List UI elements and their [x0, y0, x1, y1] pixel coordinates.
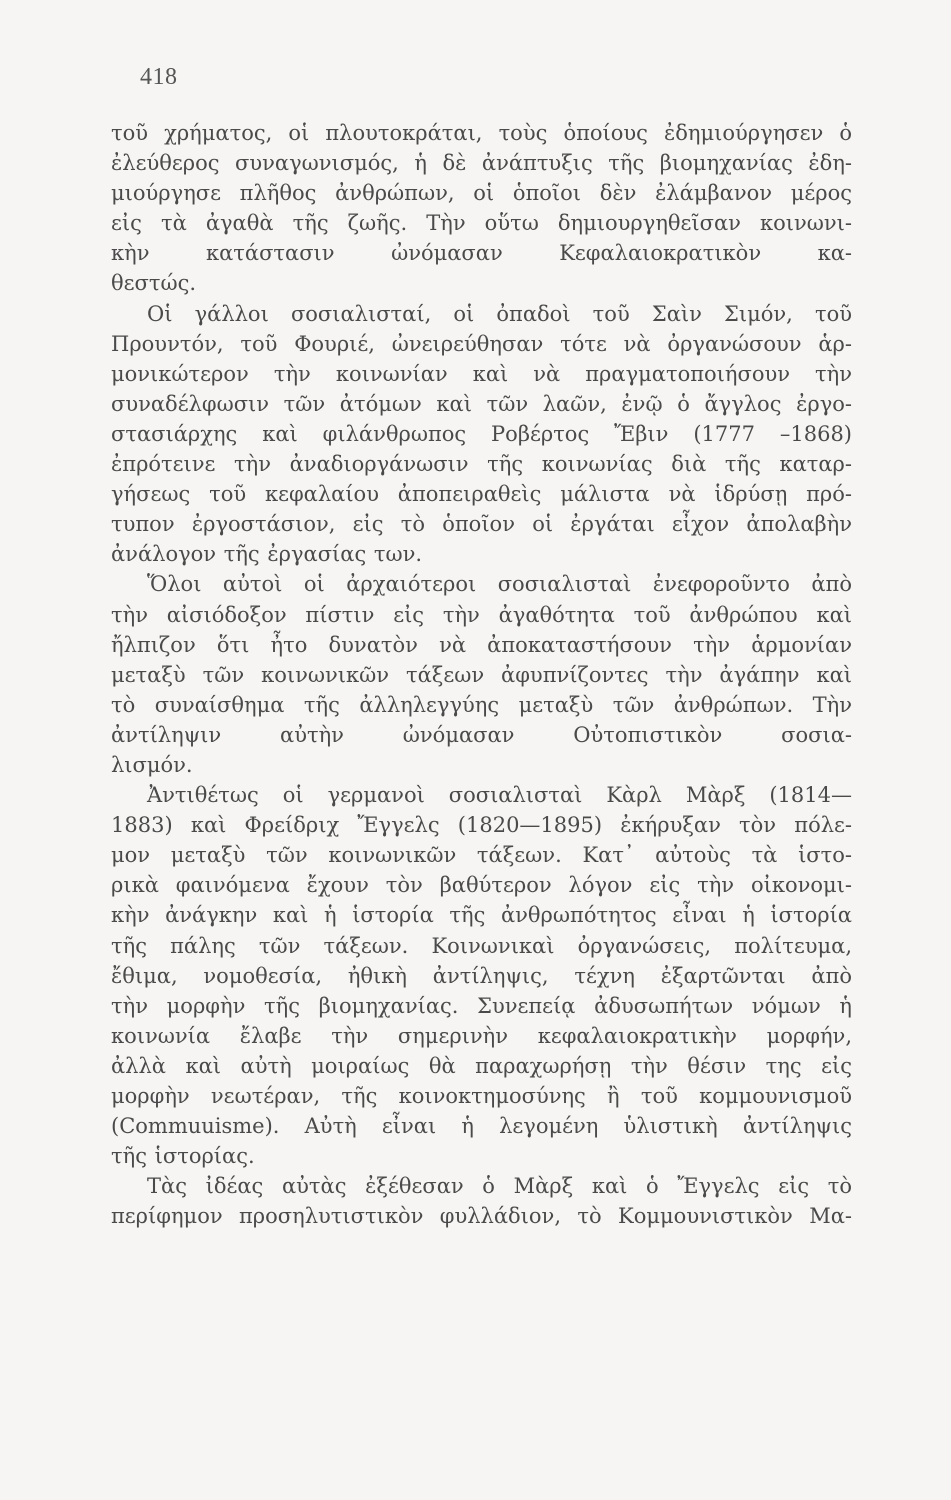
text-line: τῆς ἱστορίας. [111, 1144, 255, 1169]
text-line: Ὅλοι αὐτοὶ οἱ ἀρχαιότεροι σοσιαλισταὶ ἐνεφοροῦντο ἀπὸ [147, 572, 852, 597]
text-line: ἀνάλογον τῆς ἐργασίας των. [111, 542, 423, 567]
text-line: μεταξὺ τῶν κοινωνικῶν τάξεων ἀφυπνίζοντες τὴν ἀγάπην καὶ [111, 662, 852, 687]
text-line: Οἱ γάλλοι σοσιαλισταί, οἱ ὀπαδοὶ τοῦ Σαὶν Σιμόν, τοῦ [147, 301, 852, 326]
text-line: μιούργησε πλῆθος ἀνθρώπων, οἱ ὁποῖοι δὲν ἐλάμβανον μέρος [111, 181, 852, 206]
text-line: στασιάρχης καὶ φιλάνθρωπος Ροβέρτος Ἔβιν (1777 –1868) [111, 421, 852, 446]
text-line: τὴν μορφὴν τῆς βιομηχανίας. Συνεπείᾳ ἀδυσωπήτων νόμων ἡ [111, 993, 852, 1018]
text-line: τὴν αἰσιόδοξον πίστιν εἰς τὴν ἀγαθότητα τοῦ ἀνθρώπου καὶ [111, 602, 852, 627]
text-line: ἔθιμα, νομοθεσία, ἠθικὴ ἀντίληψις, τέχνη ἐξαρτῶνται ἀπὸ [111, 963, 852, 988]
text-line: Προυντόν, τοῦ Φουριέ, ὠνειρεύθησαν τότε νὰ ὀργανώσουν ἁρ- [111, 331, 852, 356]
text-line: Ἀντιθέτως οἱ γερμανοὶ σοσιαλισταὶ Κὰρλ Μὰρξ (1814— [147, 783, 852, 808]
text-line: τοῦ χρήματος, οἱ πλουτοκράται, τοὺς ὁποίους ἐδημιούργησεν ὁ [111, 121, 852, 145]
page-number: 418 [140, 64, 178, 90]
text-line: μονικώτερον τὴν κοινωνίαν καὶ νὰ πραγματοποιήσουν τὴν [111, 361, 852, 386]
text-line: τὸ συναίσθημα τῆς ἀλληλεγγύης μεταξὺ τῶν ἀνθρώπων. Τὴν [111, 692, 852, 717]
text-line: λισμόν. [111, 752, 193, 777]
text-line: θεστώς. [111, 271, 197, 296]
text-line: ἐλεύθερος συναγωνισμός, ἡ δὲ ἀνάπτυξις τῆς βιομηχανίας ἐδη- [111, 151, 852, 176]
text-line: τυπον ἐργοστάσιον, εἰς τὸ ὁποῖον οἱ ἐργάται εἶχον ἀπολαβὴν [111, 512, 852, 537]
text-line: μον μεταξὺ τῶν κοινωνικῶν τάξεων. Κατ᾽ αὐτοὺς τὰ ἱστο- [111, 843, 852, 868]
text-line: ρικὰ φαινόμενα ἔχουν τὸν βαθύτερον λόγον εἰς τὴν οἰκονομι- [111, 873, 852, 898]
text-line: ἤλπιζον ὅτι ἦτο δυνατὸν νὰ ἀποκαταστήσουν τὴν ἁρμονίαν [111, 632, 852, 657]
text-line: συναδέλφωσιν τῶν ἀτόμων καὶ τῶν λαῶν, ἐνῷ ὁ ἄγγλος ἐργο- [111, 391, 852, 416]
text-line: τῆς πάλης τῶν τάξεων. Κοινωνικαὶ ὀργανώσεις, πολίτευμα, [111, 933, 852, 958]
text-line: 1883) καὶ Φρείδριχ Ἔγγελς (1820—1895) ἐκήρυξαν τὸν πόλε- [111, 813, 852, 838]
margin-mark [28, 1192, 46, 1198]
text-line: Τὰς ἰδέας αὐτὰς ἐξέθεσαν ὁ Μὰρξ καὶ ὁ Ἔγγελς εἰς τὸ [147, 1174, 852, 1199]
text-line: ἐπρότεινε τὴν ἀναδιοργάνωσιν τῆς κοινωνίας διὰ τῆς καταρ- [111, 452, 852, 477]
text-line: κοινωνία ἔλαβε τὴν σημερινὴν κεφαλαιοκρατικὴν μορφήν, [111, 1023, 852, 1048]
body-text [111, 118, 852, 1231]
text-line: ἀλλὰ καὶ αὐτὴ μοιραίως θὰ παραχωρήσῃ τὴν θέσιν της εἰς [111, 1053, 852, 1078]
text-line: ἀντίληψιν αὐτὴν ὠνόμασαν Οὐτοπιστικὸν σοσια- [111, 722, 852, 747]
text-line: γήσεως τοῦ κεφαλαίου ἀποπειραθεὶς μάλιστα νὰ ἱδρύσῃ πρό- [111, 482, 852, 507]
text-line: κὴν ἀνάγκην καὶ ἡ ἱστορία τῆς ἀνθρωπότητος εἶναι ἡ ἱστορία [111, 903, 852, 928]
text-line: (Commuuisme). Αὐτὴ εἶναι ἡ λεγομένη ὑλιστικὴ ἀντίληψις [111, 1114, 852, 1139]
text-line: εἰς τὰ ἀγαθὰ τῆς ζωῆς. Τὴν οὕτω δημιουργηθεῖσαν κοινωνι- [111, 211, 852, 236]
text-line: μορφὴν νεωτέραν, τῆς κοινοκτημοσύνης ἢ τοῦ κομμουνισμοῦ [111, 1084, 852, 1108]
text-line: κὴν κατάστασιν ὠνόμασαν Κεφαλαιοκρατικὸν κα- [111, 241, 852, 266]
text-line: περίφημον προσηλυτιστικὸν φυλλάδιον, τὸ Κομμουνιστικὸν Μα- [111, 1204, 852, 1229]
